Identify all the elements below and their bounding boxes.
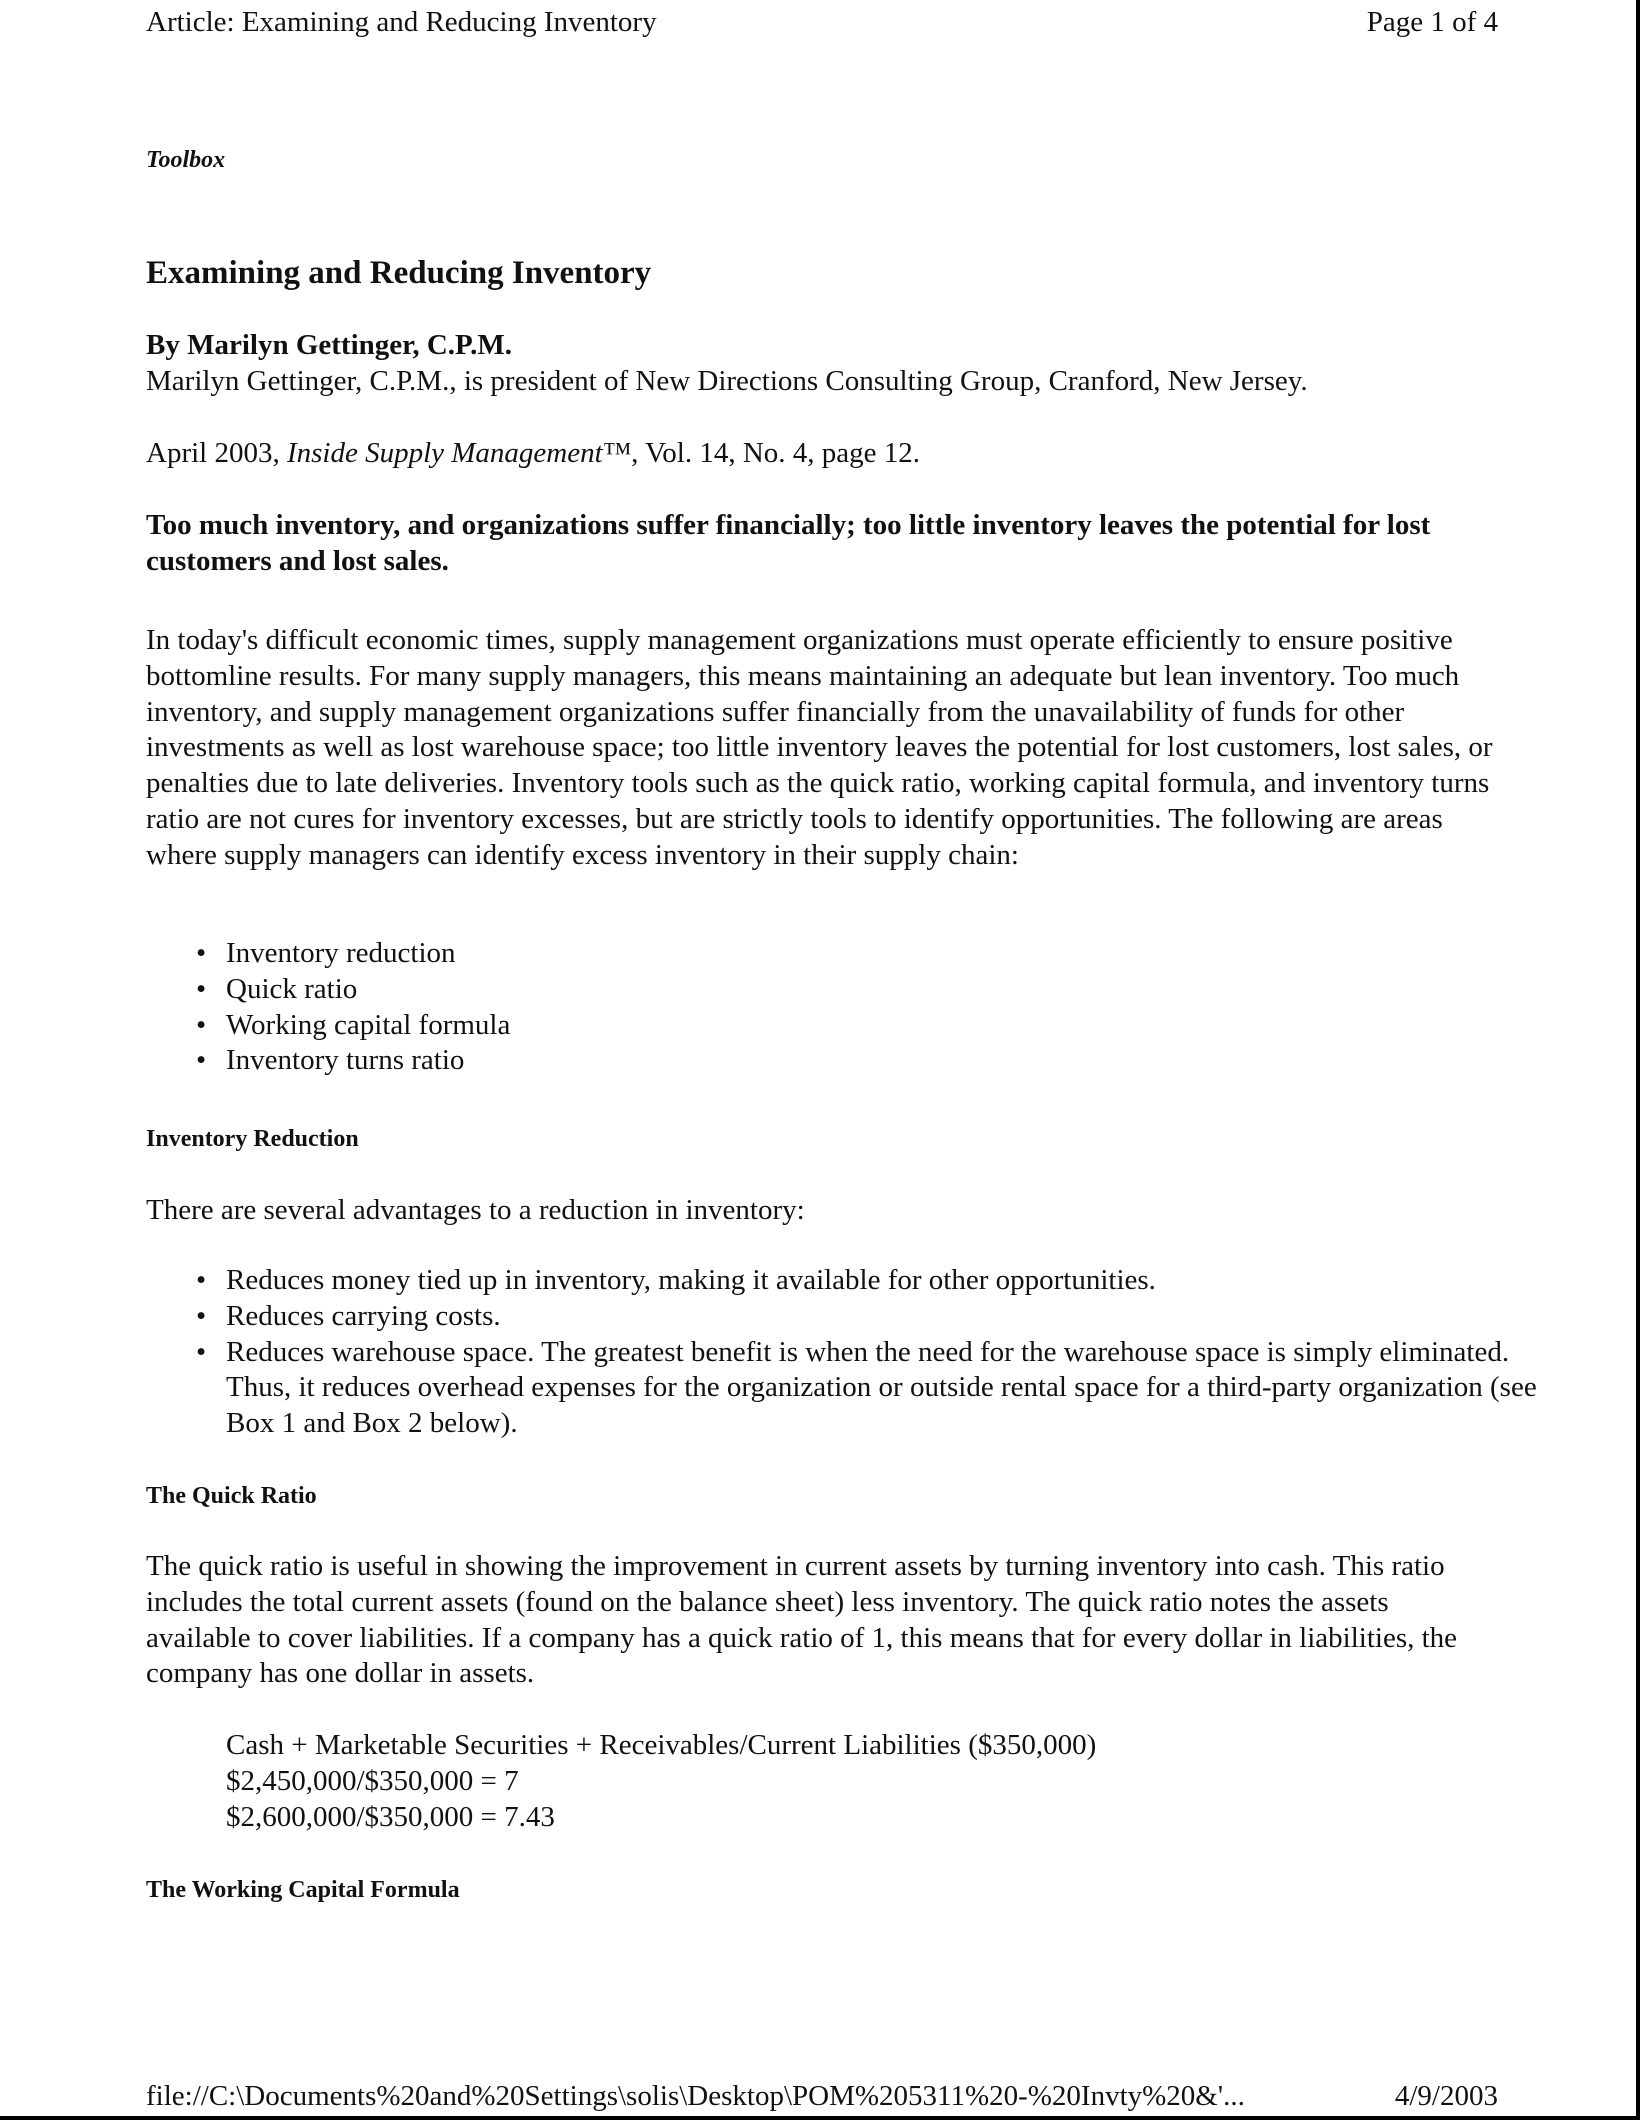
section-tag: Toolbox [146,147,226,173]
header-title: Article: Examining and Reducing Inventory [146,5,657,38]
bullet-icon: • [196,1299,207,1332]
author-bio: Marilyn Gettinger, C.P.M., is president of New Directions Consulting Group, Cranford, New Jersey. [146,365,1308,397]
intro-paragraph: In today's difficult economic times, supply management organizations must operate efficiently to ensure positive bottomline results. For many supply managers, this means maintaining an adequate but lean inventory. Too much inventory, and supply management organizations suffer financially from the unavailability of funds for other investments as well as lost warehouse space; too little inventory leaves the potential for lost customers, lost sales, or penalties due to late deliveries. Inventory tools such as the quick ratio, working capital formula, and inventory turns ratio are not cures for inventory excesses, but are strictly tools to identify opportunities. The following are areas where supply managers can identify excess inventory in their supply chain: [146,624,1493,871]
print-footer [146,2076,1498,2116]
bullet-icon: • [196,937,207,969]
formula-line: $2,600,000/$350,000 = 7.43 [226,1800,555,1833]
quick-ratio-heading: The Quick Ratio [146,1483,317,1509]
bullet-icon: • [196,972,207,1005]
publication-name: Inside Supply Management™ [286,437,632,469]
print-header [146,2,1498,42]
list-item: • Working capital formula [226,1008,1578,1044]
citation-details: , Vol. 14, No. 4, page 12. [631,437,921,469]
lead-paragraph: Too much inventory, and organizations suffer financially; too little inventory leaves the potential for lost customers and lost sales. [146,509,1431,577]
bullet-icon: • [196,1044,207,1077]
article-body [146,140,1537,1903]
print-date: 4/9/2003 [1394,2079,1498,2112]
list-item: • Quick ratio [226,972,1578,1008]
bullet-icon: • [196,1264,207,1296]
inventory-reduction-heading: Inventory Reduction [146,1126,359,1152]
list-item: • Inventory turns ratio [226,1043,1578,1079]
inventory-reduction-intro: There are several advantages to a reduction in inventory: [146,1194,805,1226]
topics-list [146,936,1578,1079]
citation [146,435,920,471]
list-item: • Reduces carrying costs. [226,1299,1578,1335]
list-item: • Reduces money tied up in inventory, making it available for other opportunities. [226,1263,1578,1299]
author-name: By Marilyn Gettinger, C.P.M. [146,329,512,361]
list-item: • Reduces warehouse space. The greatest benefit is when the need for the warehouse space is simply eliminated. Thus, it reduces overhead expenses for the organization or outside rental space for a third-party organization (see Box 1 and Box 2 below). [196,1335,1537,1440]
advantages-list [146,1263,1578,1442]
list-item: • Inventory reduction [226,936,1578,972]
formula-line: $2,450,000/$350,000 = 7 [226,1764,519,1797]
working-capital-heading: The Working Capital Formula [146,1877,460,1903]
citation-date: April 2003, [146,437,280,469]
formula-line: Cash + Marketable Securities + Receivables/Current Liabilities ($350,000) [226,1729,1097,1761]
bullet-icon: • [196,1008,207,1041]
file-url: file://C:\Documents%20and%20Settings\solis\Desktop\POM%205311%20-%20Invty%20&'... [146,2079,1245,2112]
byline [146,327,1308,399]
quick-ratio-paragraph: The quick ratio is useful in showing the improvement in current assets by turning inventory into cash. This ratio includes the total current assets (found on the balance sheet) less inventory. The quick ratio notes the assets available to cover liabilities. If a company has a quick ratio of 1, this means that for every dollar in liabilities, the company has one dollar in assets. [146,1550,1458,1690]
page-number: Page 1 of 4 [1366,5,1498,38]
quick-ratio-formula [226,1728,1096,1835]
bullet-icon: • [196,1335,207,1368]
article-title: Examining and Reducing Inventory [146,255,652,291]
